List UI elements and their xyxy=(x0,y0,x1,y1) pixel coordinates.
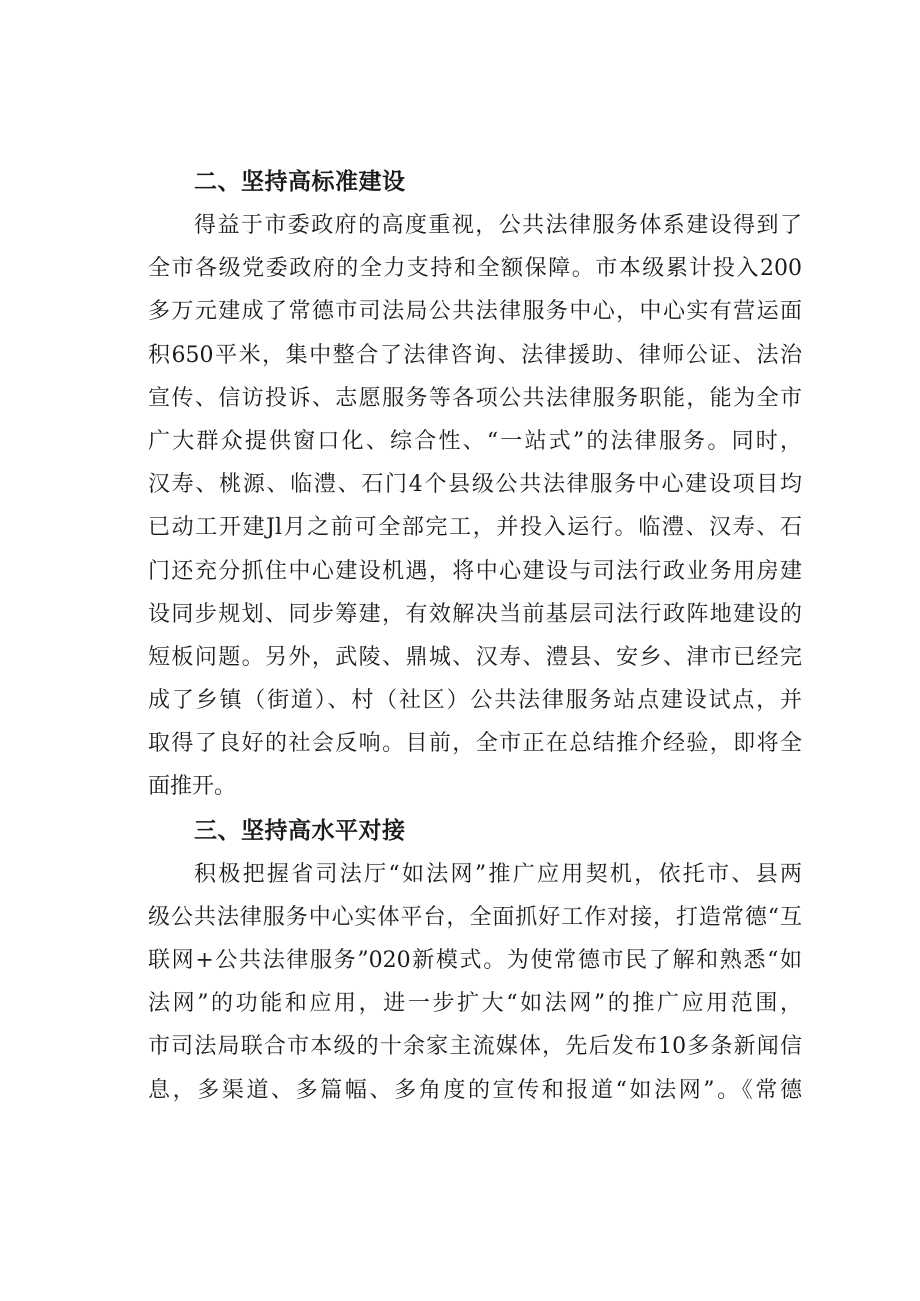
paragraph-line: 广大群众提供窗口化、综合性、“一站式”的法律服务。同时， xyxy=(148,428,802,454)
paragraph-line: 短板问题。另外，武陵、鼎城、汉寿、澧县、安乡、津市已经完 xyxy=(148,644,802,670)
paragraph-line: 积极把握省司法厅“如法网”推广应用契机，依托市、县两 xyxy=(194,861,802,887)
paragraph-line: 联网+公共法律服务”020新模式。为使常德市民了解和熟悉“如 xyxy=(148,948,802,973)
section-2-paragraph xyxy=(148,204,802,809)
section-3-heading: 三、坚持高水平对接 xyxy=(194,817,406,844)
paragraph-line: 汉寿、桃源、临澧、石门4个县级公共法律服务中心建设项目均 xyxy=(148,472,802,498)
section-3-paragraph xyxy=(148,853,802,1112)
paragraph-line: 积650平米，集中整合了法律咨询、法律援助、律师公证、法治 xyxy=(148,342,802,368)
paragraph-line: 级公共法律服务中心实体平台，全面抓好工作对接，打造常德“互 xyxy=(148,904,802,930)
paragraph-line: 全市各级党委政府的全力支持和全额保障。市本级累计投入200 xyxy=(148,256,802,282)
paragraph-line: 门还充分抓住中心建设机遇，将中心建设与司法行政业务用房建 xyxy=(148,558,802,584)
section-2-heading: 二、坚持高标准建设 xyxy=(194,169,406,195)
paragraph-line: 已动工开建Jl月之前可全部完工，并投入运行。临澧、汉寿、石 xyxy=(148,515,802,541)
paragraph-line: 法网”的功能和应用，进一步扩大“如法网”的推广应用范围， xyxy=(148,991,802,1017)
paragraph-line: 取得了良好的社会反响。目前，全市正在总结推介经验，即将全 xyxy=(148,731,802,757)
paragraph-line: 市司法局联合市本级的十余家主流媒体，先后发布10多条新闻信 xyxy=(148,1034,802,1060)
paragraph-line: 成了乡镇（街道）、村（社区）公共法律服务站点建设试点，并 xyxy=(148,688,802,714)
paragraph-line: 息，多渠道、多篇幅、多角度的宣传和报道“如法网”。《常德 xyxy=(148,1077,802,1103)
paragraph-line: 面推开。 xyxy=(148,774,237,800)
paragraph-line: 多万元建成了常德市司法局公共法律服务中心，中心实有营运面 xyxy=(148,299,802,325)
paragraph-line: 宣传、信访投诉、志愿服务等各项公共法律服务职能，能为全市 xyxy=(148,385,802,411)
document-page xyxy=(148,160,802,1112)
paragraph-line: 得益于市委政府的高度重视，公共法律服务体系建设得到了 xyxy=(194,213,802,238)
paragraph-line: 设同步规划、同步筹建，有效解决当前基层司法行政阵地建设的 xyxy=(148,601,802,627)
